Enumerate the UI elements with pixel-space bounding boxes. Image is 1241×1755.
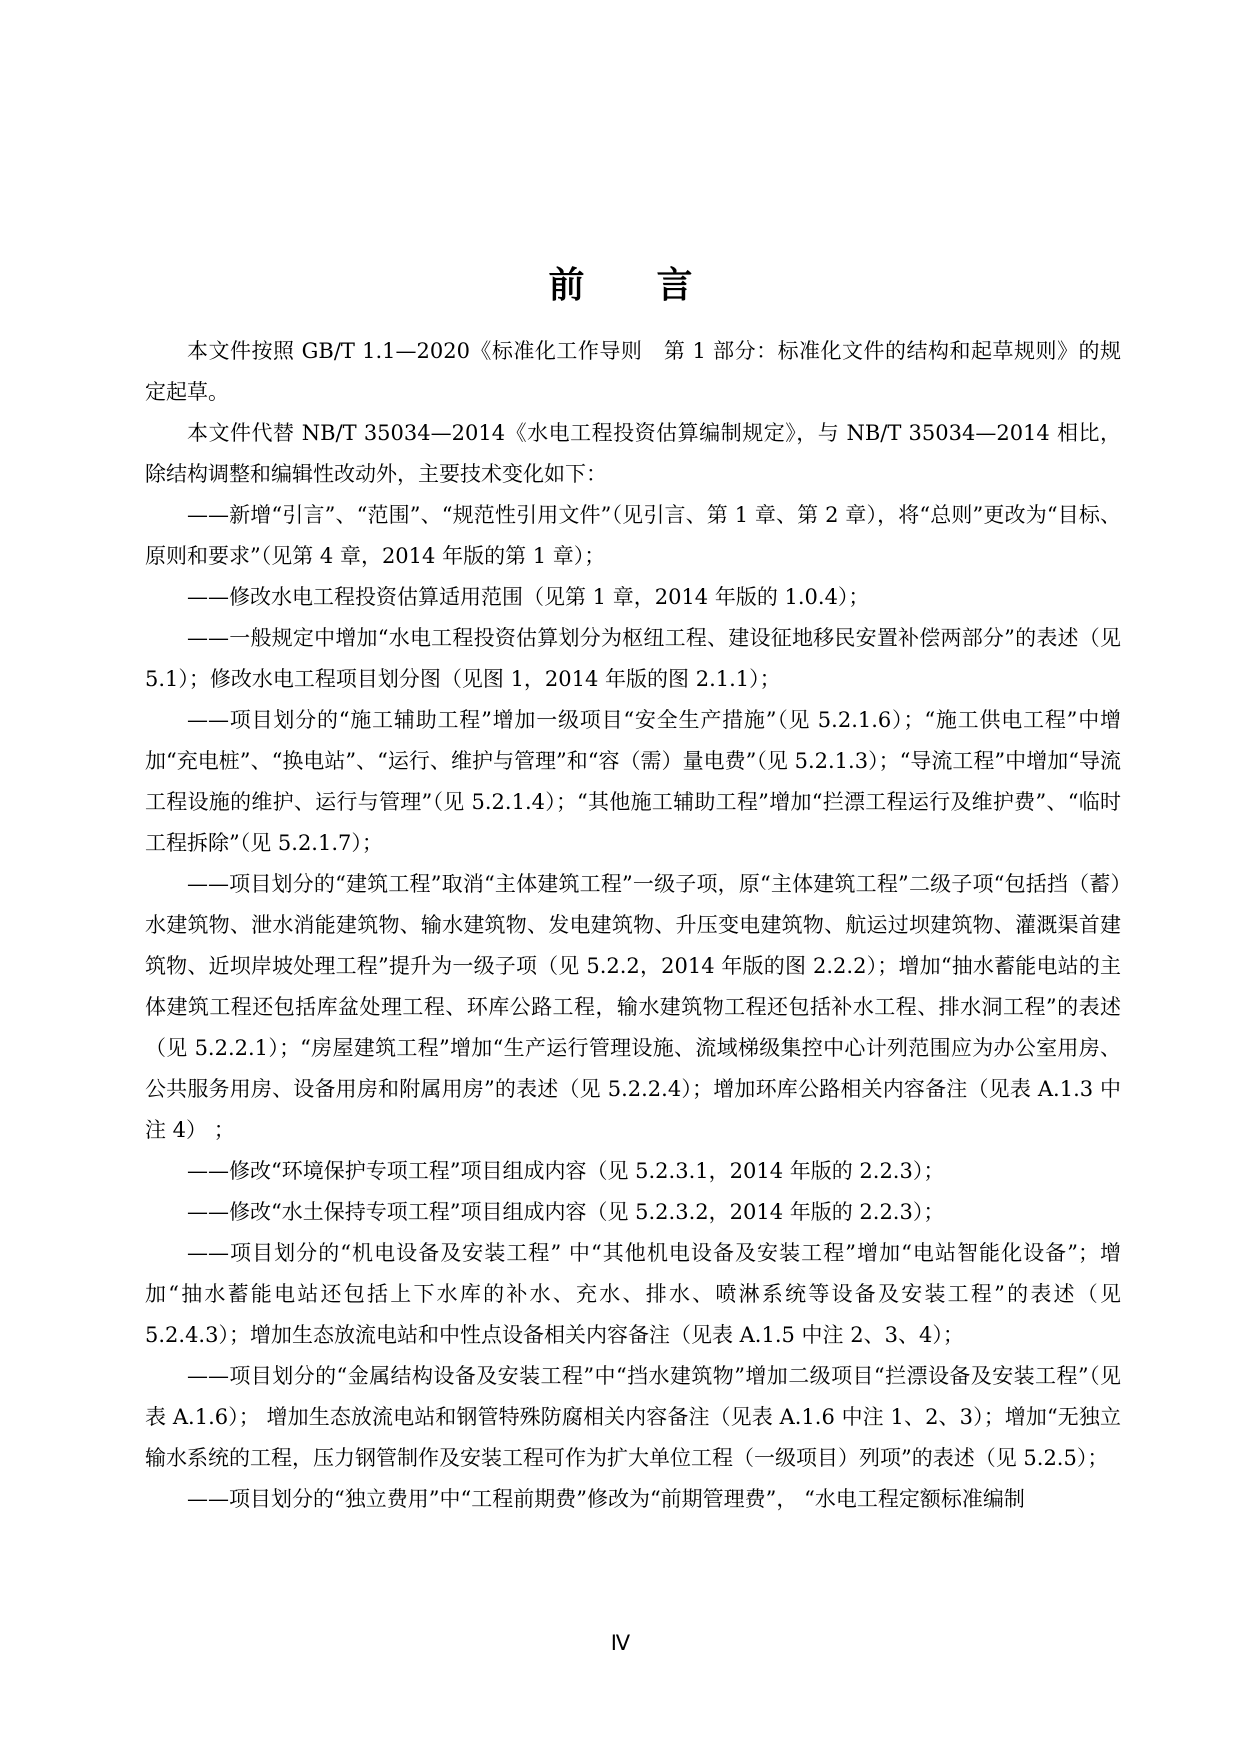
paragraph: ——项目划分的“金属结构设备及安装工程”中“挡水建筑物”增加二级项目“拦漂设备及安装工程”（见表 A.1.6）； 增加生态放流电站和钢管特殊防腐相关内容备注（见表 A.1.6 中注 1、2、3）；增加“无独立输水系统的工程，压力钢管制作及安装工程可作为扩大单位工程（一级项目）列项”的表述（见 5.2.5）； <box>145 1364 1121 1470</box>
paragraph: ——项目划分的“机电设备及安装工程” 中“其他机电设备及安装工程”增加“电站智能化设备”；增加“抽水蓄能电站还包括上下水库的补水、充水、排水、喷淋系统等设备及安装工程”的表述（见 5.2.4.3）；增加生态放流电站和中性点设备相关内容备注（见表 A.1.5 中注 2、3、4）； <box>145 1241 1121 1347</box>
paragraph: ——修改“环境保护专项工程”项目组成内容（见 5.2.3.1，2014 年版的 2.2.3）； <box>187 1159 945 1183</box>
paragraph: ——新增“引言”、“范围”、“规范性引用文件”（见引言、第 1 章、第 2 章），将“总则”更改为“目标、原则和要求”（见第 4 章，2014 年版的第 1 章）； <box>145 503 1121 568</box>
paragraph: ——项目划分的“建筑工程”取消“主体建筑工程”一级子项，原“主体建筑工程”二级子项“包括挡（蓄）水建筑物、泄水消能建筑物、输水建筑物、发电建筑物、升压变电建筑物、航运过坝建筑物、灌溉渠首建筑物、近坝岸坡处理工程”提升为一级子项（见 5.2.2，2014 年版的图 2.2.2）；增加“抽水蓄能电站的主体建筑工程还包括库盆处理工程、环库公路工程，输水建筑物工程还包括补水工程、排水洞工程”的表述（见 5.2.2.1）；“房屋建筑工程”增加“生产运行管理设施、流域梯级集控中心计列范围应为办公室用房、公共服务用房、设备用房和附属用房”的表述（见 5.2.2.4）；增加环库公路相关内容备注（见表 A.1.3 中注 4） ； <box>145 872 1121 1142</box>
page-title: 前 言 <box>548 265 693 306</box>
paragraph: 本文件按照 GB/T 1.1—2020《标准化工作导则 第 1 部分：标准化文件的结构和起草规则》的规定起草。 <box>145 339 1121 404</box>
paragraph: 本文件代替 NB/T 35034—2014《水电工程投资估算编制规定》，与 NB/T 35034—2014 相比，除结构调整和编辑性改动外，主要技术变化如下： <box>145 421 1121 486</box>
paragraph: ——项目划分的“独立费用”中“工程前期费”修改为“前期管理费”， “水电工程定额标准编制 <box>187 1487 1025 1511</box>
foreword-body <box>145 331 1121 1520</box>
paragraph: ——一般规定中增加“水电工程投资估算划分为枢纽工程、建设征地移民安置补偿两部分”的表述（见 5.1）；修改水电工程项目划分图（见图 1，2014 年版的图 2.1.1）； <box>145 626 1121 691</box>
paragraph: ——修改“水土保持专项工程”项目组成内容（见 5.2.3.2，2014 年版的 2.2.3）； <box>187 1200 945 1224</box>
paragraph: ——项目划分的“施工辅助工程”增加一级项目“安全生产措施”（见 5.2.1.6）；“施工供电工程”中增加“充电桩”、“换电站”、“运行、维护与管理”和“容（需）量电费”（见 5.2.1.3）；“导流工程”中增加“导流工程设施的维护、运行与管理”（见 5.2.1.4）；“其他施工辅助工程”增加“拦漂工程运行及维护费”、“临时工程拆除”（见 5.2.1.7）； <box>145 708 1121 855</box>
paragraph: ——修改水电工程投资估算适用范围（见第 1 章，2014 年版的 1.0.4）； <box>187 585 870 609</box>
page-number: Ⅳ <box>610 1631 631 1655</box>
